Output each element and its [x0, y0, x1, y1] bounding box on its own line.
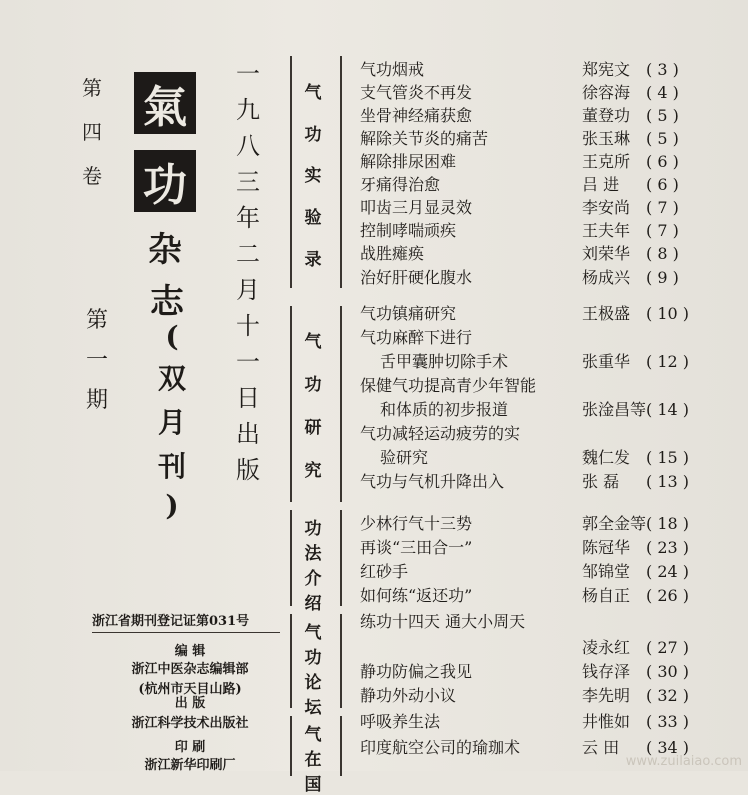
date-char: 三	[236, 168, 260, 196]
article-title: 练功十四天 通大小周天	[360, 612, 526, 631]
watermark: www.zuilaiao.com	[625, 754, 742, 769]
section-divider	[340, 306, 342, 502]
date-char: 十	[236, 312, 260, 340]
article-title: 支气管炎不再发	[360, 83, 473, 102]
frequency-char: 双	[158, 362, 187, 395]
section-title-char: 绍	[304, 594, 322, 614]
article-title: 控制哮喘顽疾	[360, 221, 457, 240]
section-title-experience	[298, 70, 328, 278]
magazine-logo-char-2: 功	[134, 150, 196, 212]
article-page: ( 5 )	[646, 106, 679, 125]
section-title-char: 实	[304, 166, 322, 187]
article-author: 徐容海	[582, 83, 631, 102]
section-title-char: 气	[304, 725, 322, 745]
article-author: 张 磊	[582, 472, 620, 491]
volume-char: 四	[82, 120, 102, 144]
article-title: 舌甲囊肿切除手术	[380, 352, 509, 371]
section-title-char: 介	[304, 569, 322, 589]
article-page: ( 8 )	[646, 244, 679, 263]
article-author: 云 田	[582, 738, 620, 757]
article-author: 郑宪文	[582, 60, 631, 79]
article-page: ( 10 )	[646, 304, 690, 323]
article-page: ( 7 )	[646, 198, 679, 217]
section-divider	[290, 614, 292, 708]
section-title-char: 功	[304, 124, 322, 145]
section-title-char: 法	[304, 544, 322, 564]
section-title-char: 国	[304, 775, 322, 795]
toc-entry	[360, 374, 740, 397]
article-page: ( 26 )	[646, 586, 690, 605]
article-author: 刘荣华	[582, 244, 631, 263]
section-divider	[290, 56, 292, 288]
toc-entry	[360, 446, 740, 469]
date-char: 版	[236, 456, 260, 484]
frequency-char: )	[165, 489, 179, 522]
article-page: ( 30 )	[646, 662, 690, 681]
article-title: 呼吸养生法	[360, 712, 441, 731]
publication-value: 浙江新华印刷厂	[144, 758, 236, 773]
article-author: 井惟如	[582, 712, 631, 731]
toc-entry	[360, 560, 740, 583]
issue-label	[86, 310, 108, 412]
article-page: ( 33 )	[646, 712, 690, 731]
toc-entry	[360, 150, 740, 173]
section-title-char: 功	[304, 375, 322, 395]
article-page: ( 27 )	[646, 638, 690, 657]
toc-entry	[360, 302, 740, 325]
article-author: 李安尚	[582, 198, 631, 217]
article-author: 杨成兴	[582, 268, 631, 287]
article-author: 凌永红	[582, 638, 631, 657]
article-page: ( 7 )	[646, 221, 679, 240]
article-title: 气功烟戒	[360, 60, 425, 79]
volume-char: 第	[82, 76, 102, 100]
article-author: 魏仁发	[582, 448, 631, 467]
date-char: 月	[236, 276, 260, 304]
article-author: 王克所	[582, 152, 631, 171]
toc-entry	[360, 196, 740, 219]
toc-entry	[360, 81, 740, 104]
article-page: ( 23 )	[646, 538, 690, 557]
section-title-char: 功	[304, 519, 322, 539]
article-author: 张玉琳	[582, 129, 631, 148]
article-page: ( 9 )	[646, 268, 679, 287]
section-divider	[340, 56, 342, 288]
section-divider	[290, 716, 292, 776]
publish-date	[236, 62, 260, 490]
article-page: ( 15 )	[646, 448, 690, 467]
toc-entry	[360, 636, 740, 659]
volume-char: 卷	[82, 164, 102, 188]
publication-label: 印 刷	[174, 740, 206, 755]
issue-char: 第	[86, 308, 109, 333]
section-divider	[340, 716, 342, 776]
toc-entry	[360, 326, 740, 349]
article-page: ( 13 )	[646, 472, 690, 491]
section-title-char: 在	[304, 750, 322, 770]
toc-entry	[360, 684, 740, 707]
magazine-title-char-za: 杂	[148, 230, 182, 270]
article-author: 邹锦堂	[582, 562, 631, 581]
section-title-char: 坛	[304, 698, 322, 718]
date-char: 一	[236, 348, 260, 376]
article-title: 叩齿三月显灵效	[360, 198, 473, 217]
section-title-char: 研	[304, 418, 322, 438]
magazine-title-char-zhi: 志	[150, 282, 184, 322]
section-title-char: 究	[304, 461, 322, 481]
article-title: 和体质的初步报道	[380, 400, 509, 419]
article-title: 牙痛得治愈	[360, 175, 441, 194]
frequency-label	[158, 320, 186, 522]
article-author: 董登功	[582, 106, 631, 125]
toc-entry	[360, 219, 740, 242]
toc-entry	[360, 398, 740, 421]
section-title-research	[298, 318, 328, 490]
article-title: 坐骨神经痛获愈	[360, 106, 473, 125]
article-page: ( 24 )	[646, 562, 690, 581]
publication-label: 出 版	[174, 696, 206, 711]
frequency-char: 刊	[158, 450, 187, 483]
toc-entry	[360, 104, 740, 127]
article-author: 杨自正	[582, 586, 631, 605]
article-title: 战胜瘫痪	[360, 244, 425, 263]
date-char: 二	[236, 240, 260, 268]
article-page: ( 5 )	[646, 129, 679, 148]
toc-entry	[360, 610, 740, 633]
section-title-forum	[298, 618, 328, 718]
issue-char: 期	[86, 388, 109, 413]
article-title: 治好肝硬化腹水	[360, 268, 473, 287]
registration-number: 浙江省期刊登记证第031号	[92, 614, 250, 629]
article-title: 气功与气机升降出入	[360, 472, 505, 491]
article-author: 张淦昌等	[582, 400, 647, 419]
article-title: 红砂手	[360, 562, 409, 581]
section-title-char: 气	[304, 83, 322, 104]
section-title-methods	[298, 514, 328, 614]
divider	[92, 632, 280, 633]
frequency-char: (	[165, 320, 179, 353]
article-page: ( 12 )	[646, 352, 690, 371]
toc-entry	[360, 266, 740, 289]
section-title-abroad	[298, 720, 328, 795]
article-title: 静功外动小议	[360, 686, 457, 705]
publication-value: 浙江科学技术出版社	[131, 716, 249, 731]
date-char: 日	[236, 384, 260, 412]
volume-label	[82, 78, 102, 186]
article-title: 验研究	[380, 448, 429, 467]
article-title: 少林行气十三势	[360, 514, 473, 533]
section-title-char: 录	[304, 249, 322, 270]
toc-entry	[360, 584, 740, 607]
article-title: 静功防偏之我见	[360, 662, 473, 681]
article-author: 吕 进	[582, 175, 620, 194]
section-title-char: 功	[304, 648, 322, 668]
article-page: ( 3 )	[646, 60, 679, 79]
article-title: 解除关节炎的痛苦	[360, 129, 489, 148]
article-page: ( 34 )	[646, 738, 690, 757]
article-title: 保健气功提高青少年智能	[360, 376, 537, 395]
article-author: 张重华	[582, 352, 631, 371]
date-char: 九	[236, 96, 260, 124]
article-title: 再谈“三田合一”	[360, 538, 473, 557]
article-page: ( 32 )	[646, 686, 690, 705]
section-title-char: 气	[304, 623, 322, 643]
toc-entry	[360, 242, 740, 265]
article-author: 钱存泽	[582, 662, 631, 681]
toc-entry	[360, 512, 740, 535]
date-char: 年	[236, 204, 260, 232]
article-author: 李先明	[582, 686, 631, 705]
article-page: ( 14 )	[646, 400, 690, 419]
magazine-logo-char-1: 氣	[134, 72, 196, 134]
publication-value: 浙江中医杂志编辑部	[131, 662, 249, 677]
article-page: ( 6 )	[646, 175, 679, 194]
article-page: ( 18 )	[646, 514, 690, 533]
toc-entry	[360, 422, 740, 445]
section-divider	[290, 306, 292, 502]
toc-entry	[360, 660, 740, 683]
toc-entry	[360, 536, 740, 559]
publication-label: 编 辑	[174, 644, 206, 659]
article-title: 气功麻醉下进行	[360, 328, 473, 347]
toc-entry	[360, 710, 740, 733]
article-author: 王极盛	[582, 304, 631, 323]
section-divider	[290, 510, 292, 606]
date-char: 出	[236, 420, 260, 448]
section-title-char: 气	[304, 332, 322, 352]
article-title: 气功减轻运动疲劳的实	[360, 424, 521, 443]
article-page: ( 6 )	[646, 152, 679, 171]
date-char: 八	[236, 132, 260, 160]
section-divider	[340, 614, 342, 708]
article-title: 气功镇痛研究	[360, 304, 457, 323]
article-author: 郭全金等	[582, 514, 647, 533]
article-title: 如何练“返还功”	[360, 586, 473, 605]
issue-char: 一	[86, 348, 109, 373]
article-page: ( 4 )	[646, 83, 679, 102]
article-title: 解除排尿困难	[360, 152, 457, 171]
date-char: 一	[236, 60, 260, 88]
section-title-char: 验	[304, 208, 322, 229]
article-author: 陈冠华	[582, 538, 631, 557]
toc-entry	[360, 173, 740, 196]
article-author: 王夫年	[582, 221, 631, 240]
article-title: 印度航空公司的瑜珈术	[360, 738, 521, 757]
frequency-char: 月	[158, 406, 187, 439]
toc-entry	[360, 470, 740, 493]
toc-entry	[360, 350, 740, 373]
section-divider	[340, 510, 342, 606]
section-title-char: 论	[304, 673, 322, 693]
toc-entry	[360, 127, 740, 150]
toc-entry	[360, 58, 740, 81]
publication-value: (杭州市天目山路)	[138, 682, 242, 697]
